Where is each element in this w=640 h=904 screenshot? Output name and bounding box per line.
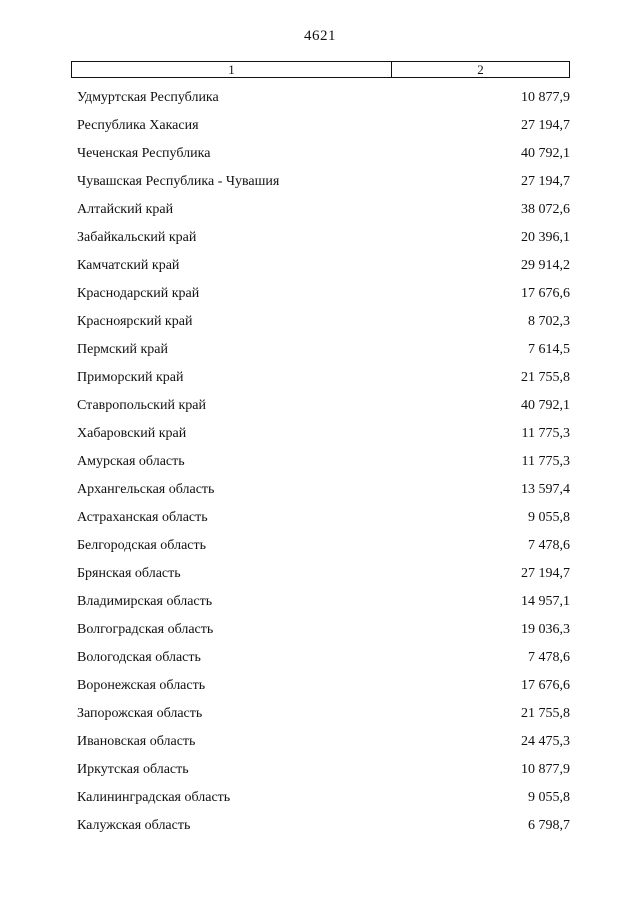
amount-value: 6 798,7 xyxy=(528,818,570,833)
region-name: Иркутская область xyxy=(77,762,189,777)
table-row xyxy=(77,448,570,476)
amount-value: 19 036,3 xyxy=(521,622,570,637)
amount-value: 7 478,6 xyxy=(528,538,570,553)
amount-value: 21 755,8 xyxy=(521,370,570,385)
amount-value: 27 194,7 xyxy=(521,174,570,189)
region-name: Республика Хакасия xyxy=(77,118,199,133)
table-row xyxy=(77,784,570,812)
amount-value: 40 792,1 xyxy=(521,398,570,413)
column-header-1: 1 xyxy=(72,62,392,77)
table-row xyxy=(77,812,570,840)
amount-value: 27 194,7 xyxy=(521,566,570,581)
region-name: Чувашская Республика - Чувашия xyxy=(77,174,280,189)
table-row xyxy=(77,672,570,700)
table-row xyxy=(77,756,570,784)
region-name: Приморский край xyxy=(77,370,184,385)
region-name: Калужская область xyxy=(77,818,191,833)
table-row xyxy=(77,560,570,588)
table-header xyxy=(71,61,570,78)
amount-value: 9 055,8 xyxy=(528,790,570,805)
amount-value: 40 792,1 xyxy=(521,146,570,161)
region-name: Белгородская область xyxy=(77,538,207,553)
table-row xyxy=(77,364,570,392)
region-name: Ставропольский край xyxy=(77,398,206,413)
table-row xyxy=(77,644,570,672)
amount-value: 11 775,3 xyxy=(521,454,570,469)
amount-value: 21 755,8 xyxy=(521,706,570,721)
table-row xyxy=(77,588,570,616)
table-row xyxy=(77,252,570,280)
amount-value: 10 877,9 xyxy=(521,762,570,777)
region-name: Брянская область xyxy=(77,566,181,581)
amount-value: 8 702,3 xyxy=(528,314,570,329)
region-name: Алтайский край xyxy=(77,202,174,217)
table-row xyxy=(77,420,570,448)
region-name: Архангельская область xyxy=(77,482,215,497)
table-row xyxy=(77,84,570,112)
table-row xyxy=(77,504,570,532)
region-name: Астраханская область xyxy=(77,510,208,525)
table-row xyxy=(77,112,570,140)
region-name: Красноярский край xyxy=(77,314,193,329)
region-name: Амурская область xyxy=(77,454,185,469)
table-row xyxy=(77,280,570,308)
amount-value: 7 614,5 xyxy=(528,342,570,357)
table-row xyxy=(77,728,570,756)
amount-value: 9 055,8 xyxy=(528,510,570,525)
table-row xyxy=(77,532,570,560)
amount-value: 17 676,6 xyxy=(521,678,570,693)
region-name: Удмуртская Республика xyxy=(77,90,219,105)
region-name: Волгоградская область xyxy=(77,622,214,637)
region-name: Воронежская область xyxy=(77,678,206,693)
table-row xyxy=(77,616,570,644)
region-name: Калининградская область xyxy=(77,790,231,805)
table-row xyxy=(77,196,570,224)
amount-value: 24 475,3 xyxy=(521,734,570,749)
region-name: Краснодарский край xyxy=(77,286,200,301)
amount-value: 27 194,7 xyxy=(521,118,570,133)
amount-value: 14 957,1 xyxy=(521,594,570,609)
amount-value: 20 396,1 xyxy=(521,230,570,245)
table-body xyxy=(77,84,570,840)
region-name: Хабаровский край xyxy=(77,426,187,441)
table-row xyxy=(77,700,570,728)
region-name: Камчатский край xyxy=(77,258,180,273)
region-name: Пермский край xyxy=(77,342,168,357)
table-row xyxy=(77,476,570,504)
region-name: Ивановская область xyxy=(77,734,196,749)
table-row xyxy=(77,168,570,196)
amount-value: 38 072,6 xyxy=(521,202,570,217)
column-header-2: 2 xyxy=(477,62,484,77)
region-name: Владимирская область xyxy=(77,594,213,609)
region-name: Запорожская область xyxy=(77,706,203,721)
amount-value: 11 775,3 xyxy=(521,426,570,441)
amount-value: 7 478,6 xyxy=(528,650,570,665)
amount-value: 13 597,4 xyxy=(521,482,570,497)
region-name: Чеченская Республика xyxy=(77,146,211,161)
table-row xyxy=(77,308,570,336)
table-row xyxy=(77,140,570,168)
table-row xyxy=(77,224,570,252)
amount-value: 29 914,2 xyxy=(521,258,570,273)
amount-value: 10 877,9 xyxy=(521,90,570,105)
region-name: Забайкальский край xyxy=(77,230,197,245)
amount-value: 17 676,6 xyxy=(521,286,570,301)
table-row xyxy=(77,392,570,420)
table-row xyxy=(77,336,570,364)
region-name: Вологодская область xyxy=(77,650,201,665)
page-number: 4621 xyxy=(304,28,336,44)
